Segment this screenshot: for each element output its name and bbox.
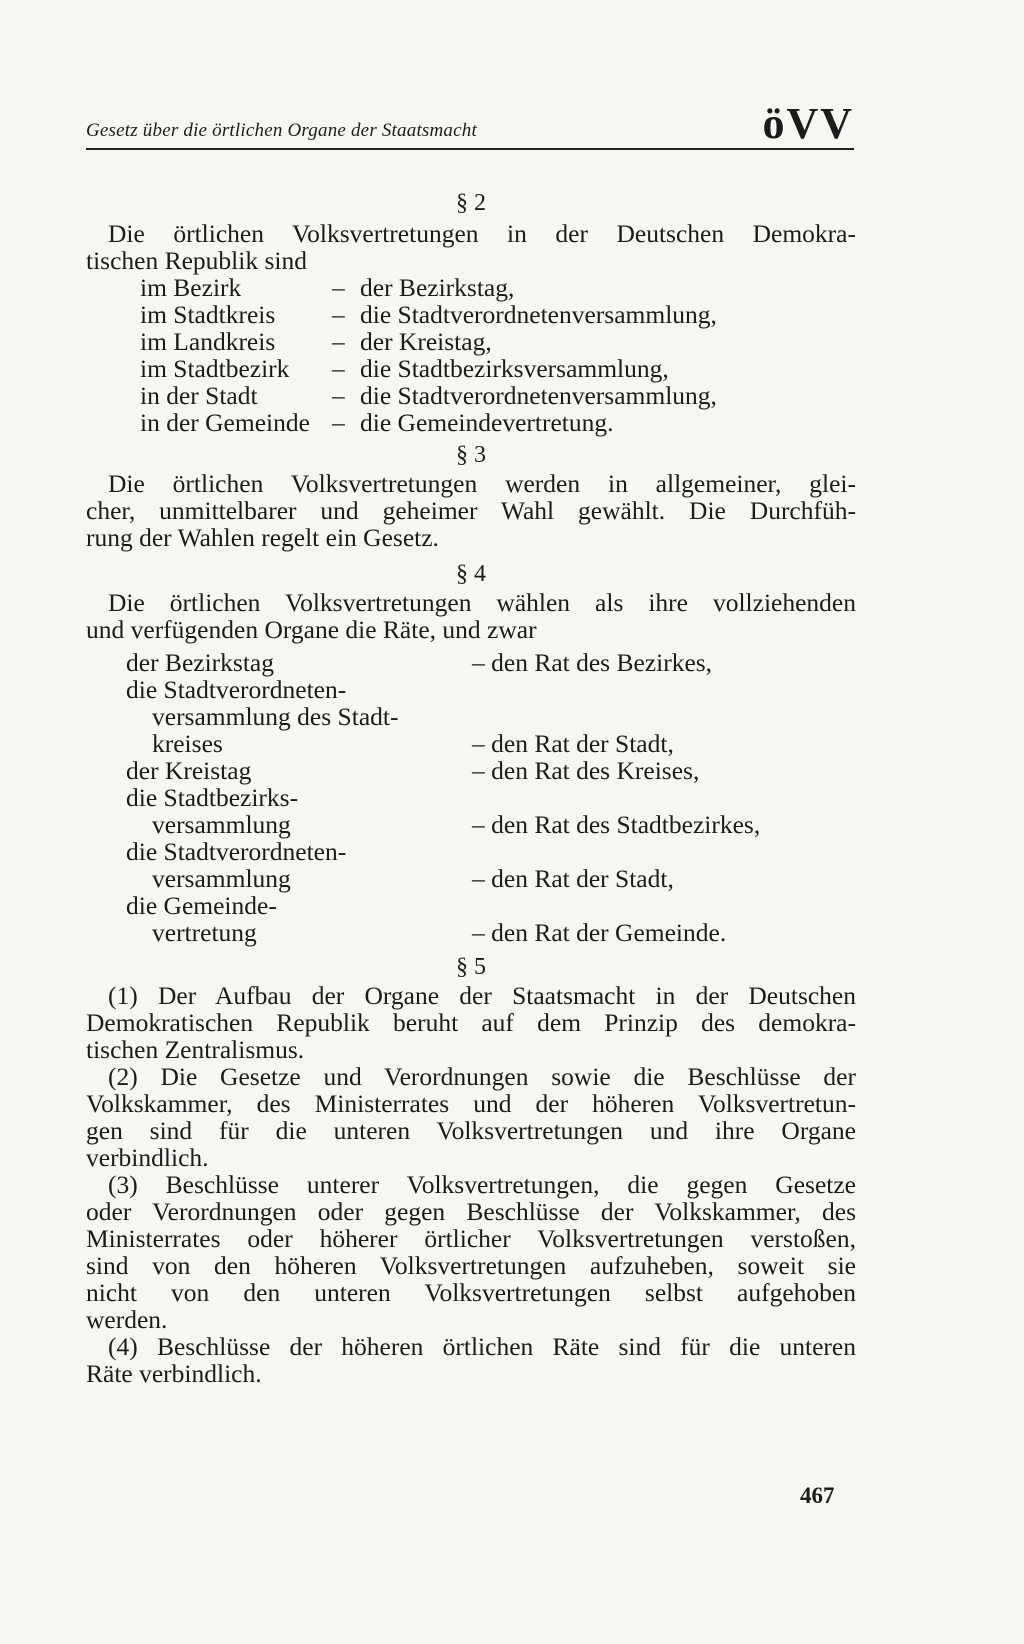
table-row: [126, 838, 760, 892]
s2-dash: –: [332, 408, 345, 437]
s3-line-3: rung der Wahlen regelt ein Gesetz.: [86, 523, 439, 552]
page-number: 467: [800, 1483, 835, 1508]
s5-paragraph-2: [86, 1063, 856, 1171]
s5-p4-line: (4) Beschlüsse der höheren örtlichen Räte sind für die unteren: [108, 1332, 856, 1361]
s4-council-table: [126, 649, 760, 946]
table-row: [140, 409, 717, 436]
s4-council: – den Rat der Stadt,: [472, 864, 674, 893]
s5-p3-line: Ministerrates oder höherer örtlicher Volksvertretungen verstoßen,: [86, 1224, 856, 1253]
s2-body: die Stadtverordnetenversammlung,: [360, 300, 717, 329]
s4-organ-line: der Bezirkstag: [126, 648, 274, 677]
s4-council: – den Rat der Gemeinde.: [472, 918, 727, 947]
table-row: [126, 757, 760, 784]
s5-p3-line: werden.: [86, 1305, 168, 1334]
s5-p4-line: Räte verbindlich.: [86, 1359, 262, 1388]
section-heading-2: § 2: [456, 190, 486, 216]
table-row: [140, 274, 717, 301]
s4-intro-line-1: Die örtlichen Volksvertretungen wählen als ihre vollziehenden: [108, 588, 856, 617]
s2-place: in der Stadt: [140, 381, 258, 410]
s4-organ-line: die Gemeinde-: [126, 891, 277, 920]
section-heading-4: § 4: [456, 561, 486, 587]
s2-place: in der Gemeinde: [140, 408, 310, 437]
s4-organ-line: versammlung des Stadt-: [152, 702, 399, 731]
table-row: [126, 676, 760, 757]
section-heading-3: § 3: [456, 442, 486, 468]
s2-place: im Landkreis: [140, 327, 276, 356]
s4-organ-line: die Stadtbezirks-: [126, 783, 299, 812]
s4-organ: [126, 757, 472, 784]
running-header: [86, 100, 854, 150]
s2-body: die Stadtverordnetenversammlung,: [360, 381, 717, 410]
s2-intro-line-2: tischen Republik sind: [86, 246, 307, 275]
s5-paragraph-4: [86, 1333, 856, 1387]
s2-body: die Stadtbezirksversammlung,: [360, 354, 669, 383]
s5-paragraph-1: [86, 982, 856, 1063]
s2-body: der Bezirkstag,: [360, 273, 515, 302]
s4-council: – den Rat des Stadtbezirkes,: [472, 810, 761, 839]
s4-organ-line: vertretung: [152, 918, 257, 947]
table-row: [140, 382, 717, 409]
s3-line-1: Die örtlichen Volksvertretungen werden in allgemeiner, glei-: [108, 469, 856, 498]
s4-organ-line: der Kreistag: [126, 756, 252, 785]
s4-organ: [126, 676, 472, 757]
s5-p3-line: nicht von den unteren Volksvertretungen selbst aufgehoben: [86, 1278, 856, 1307]
s4-organ-line: versammlung: [152, 810, 291, 839]
s5-p2-line: Volkskammer, des Ministerrates und der höheren Volksvertretun-: [86, 1089, 856, 1118]
s4-organ: [126, 649, 472, 676]
table-row: [126, 649, 760, 676]
s2-place: im Bezirk: [140, 273, 242, 302]
s2-place: im Stadtkreis: [140, 300, 276, 329]
s4-organ: [126, 838, 472, 892]
s4-organ: [126, 892, 472, 946]
s2-dash: –: [332, 300, 345, 329]
s5-p1-line: (1) Der Aufbau der Organe der Staatsmacht in der Deutschen: [108, 981, 856, 1010]
s4-intro-line-2: und verfügenden Organe die Räte, und zwar: [86, 615, 537, 644]
s5-p1-line: tischen Zentralismus.: [86, 1035, 305, 1064]
s5-p3-line: (3) Beschlüsse unterer Volksvertretungen, die gegen Gesetze: [108, 1170, 856, 1199]
table-row: [140, 328, 717, 355]
s5-p2-line: verbindlich.: [86, 1143, 209, 1172]
s2-assembly-table: [140, 274, 717, 436]
s4-organ: [126, 784, 472, 838]
s2-body: die Gemeindevertretung.: [360, 408, 614, 437]
s2-body: der Kreistag,: [360, 327, 492, 356]
header-title: Gesetz über die örtlichen Organe der Staatsmacht: [86, 120, 477, 141]
section-heading-5: § 5: [456, 954, 486, 980]
table-row: [140, 355, 717, 382]
s5-paragraph-3: [86, 1171, 856, 1333]
s4-organ-line: die Stadtverordneten-: [126, 675, 347, 704]
s5-p1-line: Demokratischen Republik beruht auf dem Prinzip des demokra-: [86, 1008, 856, 1037]
s2-dash: –: [332, 354, 345, 383]
s4-organ-line: die Stadtverordneten-: [126, 837, 347, 866]
table-row: [140, 301, 717, 328]
s4-organ-line: kreises: [152, 729, 223, 758]
table-row: [126, 784, 760, 838]
s2-place: im Stadtbezirk: [140, 354, 290, 383]
s5-p3-line: sind von den höheren Volksvertretungen aufzuheben, soweit sie: [86, 1251, 856, 1280]
publisher-logo: öVV: [762, 99, 854, 148]
s5-p2-line: gen sind für die unteren Volksvertretungen und ihre Organe: [86, 1116, 856, 1145]
s2-intro-line-1: Die örtlichen Volksvertretungen in der Deutschen Demokra-: [108, 219, 856, 248]
table-row: [126, 892, 760, 946]
s2-dash: –: [332, 381, 345, 410]
s5-p2-line: (2) Die Gesetze und Verordnungen sowie die Beschlüsse der: [108, 1062, 856, 1091]
s4-organ-line: versammlung: [152, 864, 291, 893]
page-body: [86, 188, 856, 1387]
s2-dash: –: [332, 327, 345, 356]
s5-p3-line: oder Verordnungen oder gegen Beschlüsse der Volkskammer, des: [86, 1197, 856, 1226]
s4-council: – den Rat des Bezirkes,: [472, 648, 713, 677]
s3-line-2: cher, unmittelbarer und geheimer Wahl gewählt. Die Durchfüh-: [86, 496, 856, 525]
s4-council: – den Rat des Kreises,: [472, 756, 700, 785]
s2-dash: –: [332, 273, 345, 302]
s4-council: – den Rat der Stadt,: [472, 729, 674, 758]
